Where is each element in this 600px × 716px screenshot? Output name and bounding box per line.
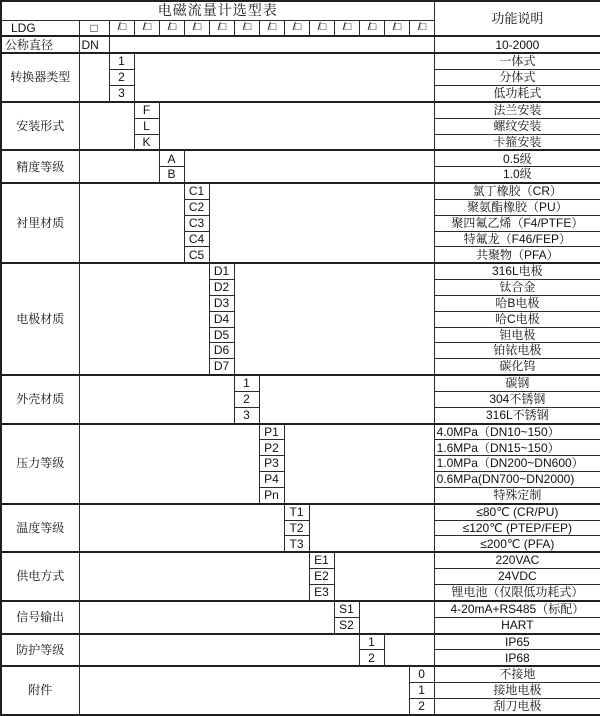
code-cell: D7: [209, 359, 234, 375]
desc-cell: ≤80℃ (CR/PU): [434, 504, 600, 520]
code-cell: D1: [209, 263, 234, 279]
code-cell: S1: [334, 601, 359, 617]
code-cell: L: [134, 118, 159, 134]
code-cell: 2: [409, 699, 434, 716]
category-label: 供电方式: [1, 552, 79, 601]
desc-cell: 氯丁橡胶（CR）: [434, 183, 600, 199]
desc-cell: 卡箍安装: [434, 134, 600, 150]
code-cell: F: [134, 102, 159, 118]
model-code-slot: /□: [259, 20, 284, 36]
code-cell: 1: [109, 53, 134, 69]
desc-cell: 316L电极: [434, 263, 600, 279]
code-cell: C1: [184, 183, 209, 199]
desc-cell: 螺纹安装: [434, 118, 600, 134]
category-label: 转换器类型: [1, 53, 79, 102]
spacer-cell: [79, 263, 209, 375]
code-cell: D5: [209, 327, 234, 343]
code-cell: D2: [209, 280, 234, 296]
code-cell: 1: [409, 683, 434, 699]
spacer-cell: [259, 375, 434, 424]
spacer-cell: [334, 552, 434, 601]
spacer-cell: [184, 150, 434, 183]
model-prefix: LDG: [1, 20, 79, 36]
category-label: 信号输出: [1, 601, 79, 634]
spacer-cell: [159, 102, 434, 151]
code-cell: B: [159, 167, 184, 183]
code-cell: E2: [309, 569, 334, 585]
desc-cell: 1.0MPa（DN200~DN600）: [434, 456, 600, 472]
spacer-cell: [284, 424, 434, 504]
desc-cell: 24VDC: [434, 569, 600, 585]
code-cell: E1: [309, 552, 334, 568]
model-code-slot: /□: [109, 20, 134, 36]
desc-cell: IP65: [434, 634, 600, 650]
code-cell: C4: [184, 231, 209, 247]
desc-cell: 0.6MPa(DN700~DN2000): [434, 472, 600, 488]
code-cell: D6: [209, 343, 234, 359]
desc-cell: ≤120℃ (PTEP/FEP): [434, 520, 600, 536]
spacer-cell: [109, 36, 434, 53]
spacer-cell: [79, 634, 359, 667]
model-code-slot: /□: [234, 20, 259, 36]
spacer-cell: [384, 634, 434, 667]
code-cell: DN: [79, 36, 109, 53]
category-label: 压力等级: [1, 424, 79, 504]
code-cell: 2: [359, 650, 384, 666]
code-cell: D4: [209, 311, 234, 327]
desc-cell: 1.6MPa（DN15~150）: [434, 440, 600, 456]
desc-cell: 锂电池（仅限低功耗式）: [434, 584, 600, 600]
spacer-cell: [309, 504, 434, 553]
desc-cell: 304不锈钢: [434, 391, 600, 407]
desc-cell: 钛合金: [434, 280, 600, 296]
model-code-slot: /□: [209, 20, 234, 36]
spacer-cell: [79, 375, 234, 424]
code-cell: 1: [234, 375, 259, 391]
desc-cell: 碳化钨: [434, 359, 600, 375]
code-cell: 2: [109, 70, 134, 86]
category-label: 公称直径: [1, 36, 79, 53]
desc-cell: IP68: [434, 650, 600, 666]
code-cell: P4: [259, 472, 284, 488]
code-cell: 0: [409, 666, 434, 682]
code-cell: P1: [259, 424, 284, 440]
category-label: 衬里材质: [1, 183, 79, 263]
desc-cell: 钽电极: [434, 327, 600, 343]
desc-cell: 哈B电极: [434, 295, 600, 311]
desc-cell: 316L不锈钢: [434, 407, 600, 423]
code-cell: T2: [284, 520, 309, 536]
desc-cell: 分体式: [434, 70, 600, 86]
code-cell: P2: [259, 440, 284, 456]
model-code-slot: /□: [159, 20, 184, 36]
code-cell: C2: [184, 200, 209, 216]
model-code-slot: /□: [284, 20, 309, 36]
desc-cell: 特氟龙（F46/FEP）: [434, 231, 600, 247]
desc-cell: ≤200℃ (PFA): [434, 536, 600, 552]
model-code-slot: /□: [384, 20, 409, 36]
desc-cell: 哈C电极: [434, 311, 600, 327]
spacer-cell: [79, 552, 309, 601]
spacer-cell: [79, 53, 109, 102]
desc-column-header: 功能说明: [434, 1, 600, 36]
code-cell: T3: [284, 536, 309, 552]
code-cell: 2: [234, 391, 259, 407]
desc-cell: 铂铱电极: [434, 343, 600, 359]
spacer-cell: [234, 263, 434, 375]
desc-cell: HART: [434, 617, 600, 633]
spacer-cell: [359, 601, 434, 634]
category-label: 温度等级: [1, 504, 79, 553]
category-label: 附件: [1, 666, 79, 715]
spacer-cell: [79, 504, 284, 553]
code-cell: T1: [284, 504, 309, 520]
desc-cell: 0.5级: [434, 150, 600, 166]
desc-cell: 不接地: [434, 666, 600, 682]
spacer-cell: [79, 666, 409, 715]
desc-cell: 4.0MPa（DN10~150）: [434, 424, 600, 440]
desc-cell: 低功耗式: [434, 86, 600, 102]
code-cell: Pn: [259, 487, 284, 503]
code-cell: 3: [109, 86, 134, 102]
spacer-cell: [134, 53, 434, 102]
model-code-slot: /□: [409, 20, 434, 36]
model-code-slot: /□: [309, 20, 334, 36]
category-label: 电极材质: [1, 263, 79, 375]
code-cell: A: [159, 150, 184, 166]
desc-cell: 法兰安装: [434, 102, 600, 118]
desc-cell: 碳钢: [434, 375, 600, 391]
category-label: 安装形式: [1, 102, 79, 151]
desc-cell: 聚四氟乙烯（F4/PTFE）: [434, 215, 600, 231]
desc-cell: 220VAC: [434, 552, 600, 568]
code-cell: P3: [259, 456, 284, 472]
table-title: 电磁流量计选型表: [1, 1, 434, 20]
desc-cell: 共聚物（PFA）: [434, 247, 600, 263]
spacer-cell: [79, 150, 159, 183]
code-cell: C5: [184, 247, 209, 263]
code-cell: C3: [184, 215, 209, 231]
desc-cell: 刮刀电极: [434, 699, 600, 716]
spacer-cell: [79, 102, 134, 151]
spacer-cell: [79, 183, 184, 263]
desc-cell: 1.0级: [434, 167, 600, 183]
model-code-slot: /□: [359, 20, 384, 36]
code-cell: 3: [234, 407, 259, 423]
desc-cell: 10-2000: [434, 36, 600, 53]
code-cell: S2: [334, 617, 359, 633]
spacer-cell: [209, 183, 434, 263]
code-cell: E3: [309, 584, 334, 600]
model-code-slot: /□: [184, 20, 209, 36]
desc-cell: 4-20mA+RS485（标配）: [434, 601, 600, 617]
category-label: 精度等级: [1, 150, 79, 183]
code-cell: D3: [209, 295, 234, 311]
spacer-cell: [79, 424, 259, 504]
spacer-cell: [79, 601, 334, 634]
model-code-box: □: [79, 20, 109, 36]
desc-cell: 接地电极: [434, 683, 600, 699]
category-label: 外壳材质: [1, 375, 79, 424]
model-code-slot: /□: [134, 20, 159, 36]
desc-cell: 特殊定制: [434, 487, 600, 503]
desc-cell: 聚氨酯橡胶（PU）: [434, 200, 600, 216]
category-label: 防护等级: [1, 634, 79, 667]
code-cell: K: [134, 134, 159, 150]
model-code-slot: /□: [334, 20, 359, 36]
desc-cell: 一体式: [434, 53, 600, 69]
code-cell: 1: [359, 634, 384, 650]
